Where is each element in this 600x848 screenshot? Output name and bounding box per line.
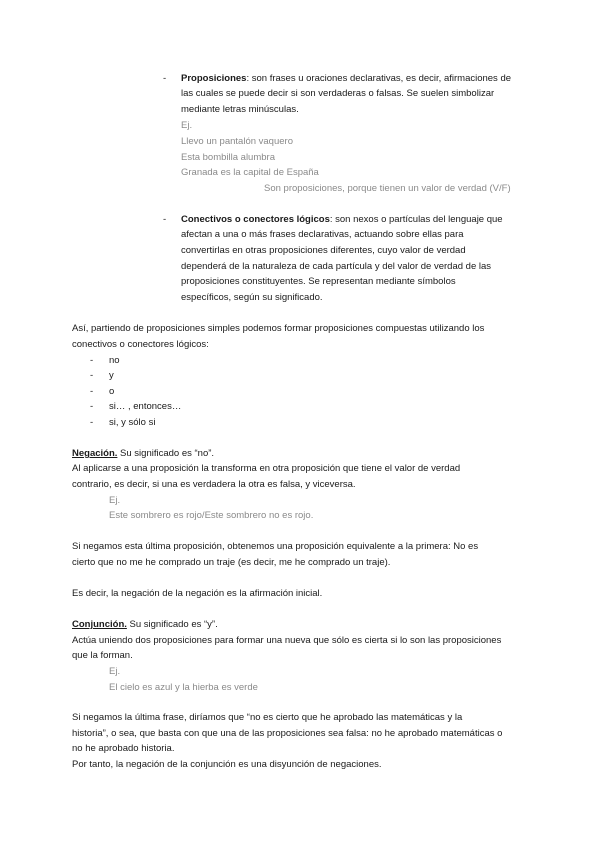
heading-meaning: Su significado es “no”. <box>117 448 215 459</box>
definition-line <box>181 73 511 85</box>
definition-line: proposiciones constituyentes. Se representan mediante símbolos <box>181 276 456 287</box>
paragraph-line: que la forman. <box>72 650 133 661</box>
example-note: Son proposiciones, porque tienen un valor de verdad (V/F) <box>264 183 511 194</box>
example-label: Ej. <box>109 495 121 506</box>
list-item: y <box>109 370 114 381</box>
definition-line <box>181 214 503 226</box>
list-item: no <box>109 355 120 366</box>
example-line: Este sombrero es rojo/Este sombrero no es rojo. <box>109 510 314 521</box>
term-conectivos: Conectivos o conectores lógicos <box>181 214 330 225</box>
definition-line: dependerá de la naturaleza de cada partícula y del valor de verdad de las <box>181 261 492 272</box>
section-heading <box>72 448 214 460</box>
list-item: o <box>109 386 115 397</box>
example-line: El cielo es azul y la hierba es verde <box>109 682 258 693</box>
paragraph-line: Es decir, la negación de la negación es la afirmación inicial. <box>72 588 323 599</box>
list-item: si… , entonces… <box>109 401 182 412</box>
paragraph-line: no he aprobado historia. <box>72 743 175 754</box>
definition-line: convertirlas en otras proposiciones diferentes, cuyo valor de verdad <box>181 245 466 256</box>
list-dash: - <box>90 386 94 397</box>
paragraph-line: Al aplicarse a una proposición la transforma en otra proposición que tiene el valor de verdad <box>72 463 461 474</box>
list-dash: - <box>90 417 94 428</box>
paragraph-line: conectivos o conectores lógicos: <box>72 339 209 350</box>
definition-text: : son nexos o partículas del lenguaje que <box>329 214 503 225</box>
list-item: si, y sólo si <box>109 417 156 428</box>
example-label: Ej. <box>181 120 193 131</box>
list-dash: - <box>90 370 94 381</box>
term-proposiciones: Proposiciones <box>181 73 247 84</box>
heading-meaning: Su significado es “y”. <box>126 619 218 630</box>
definition-line: las cuales se puede decir si son verdaderas o falsas. Se suelen simbolizar <box>181 88 495 99</box>
bullet-dash: - <box>163 214 167 225</box>
definition-text: : son frases u oraciones declarativas, es decir, afirmaciones de <box>246 73 512 84</box>
paragraph-line: Si negamos la última frase, diríamos que “no es cierto que he aprobado las matemáticas y la <box>72 712 463 723</box>
paragraph-line: contrario, es decir, si una es verdadera la otra es falsa, y viceversa. <box>72 479 356 490</box>
section-heading <box>72 619 218 631</box>
example-line: Granada es la capital de España <box>181 167 319 178</box>
example-line: Llevo un pantalón vaquero <box>181 136 293 147</box>
list-dash: - <box>90 355 94 366</box>
example-line: Esta bombilla alumbra <box>181 152 275 163</box>
heading-conjuncion: Conjunción. <box>72 619 127 630</box>
paragraph-line: cierto que no me he comprado un traje (es decir, me he comprado un traje). <box>72 557 391 568</box>
definition-line: específicos, según su significado. <box>181 292 323 303</box>
definition-line: afectan a una o más frases declarativas, actuando sobre ellas para <box>181 229 464 240</box>
bullet-dash: - <box>163 73 167 84</box>
paragraph-line: Actúa uniendo dos proposiciones para formar una nueva que sólo es cierta si lo son las proposiciones <box>72 635 502 646</box>
paragraph-line: Por tanto, la negación de la conjunción es una disyunción de negaciones. <box>72 759 382 770</box>
paragraph-line: Así, partiendo de proposiciones simples podemos formar proposiciones compuestas utilizando los <box>72 323 485 334</box>
definition-line: mediante letras minúsculas. <box>181 104 299 115</box>
heading-negacion: Negación. <box>72 448 118 459</box>
example-label: Ej. <box>109 666 121 677</box>
paragraph-line: Si negamos esta última proposición, obtenemos una proposición equivalente a la primera: No es <box>72 541 479 552</box>
paragraph-line: historia”, o sea, que basta con que una de las proposiciones sea falsa: no he aprobado matemáticas o <box>72 728 503 739</box>
list-dash: - <box>90 401 94 412</box>
